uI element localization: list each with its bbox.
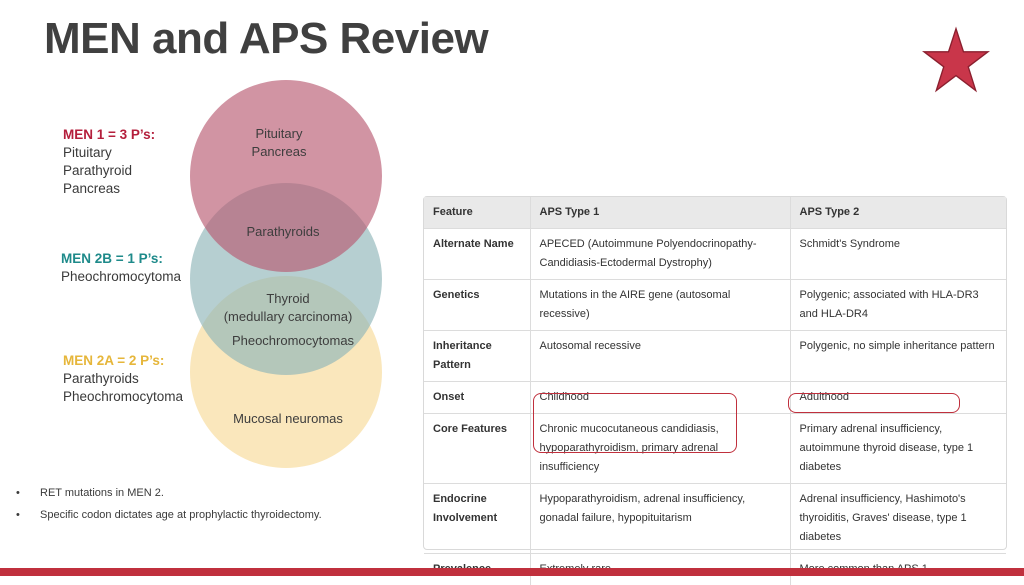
bullet-item: • Specific codon dictates age at prophylactic thyroidectomy. bbox=[16, 509, 322, 521]
table-cell-aps1: Autosomal recessive bbox=[530, 331, 790, 382]
venn-circle-men1 bbox=[190, 80, 382, 272]
venn-label-pituitary: Pituitary bbox=[256, 126, 303, 141]
table-row bbox=[424, 280, 1006, 331]
table-cell-aps2: Primary adrenal insufficiency, autoimmune thyroid disease, type 1 diabetes bbox=[790, 414, 1006, 484]
table-cell-aps2: Schmidt's Syndrome bbox=[790, 229, 1006, 280]
table-row bbox=[424, 331, 1006, 382]
bullet-item: • RET mutations in MEN 2. bbox=[16, 487, 322, 499]
men1-item: Pituitary bbox=[63, 144, 155, 162]
venn-label-parathyroids: Parathyroids bbox=[247, 224, 320, 239]
men2a-block bbox=[63, 352, 183, 406]
bullet-list bbox=[16, 487, 322, 531]
venn-label-thyroid: Thyroid bbox=[266, 291, 309, 306]
table-cell-aps1: Mutations in the AIRE gene (autosomal recessive) bbox=[530, 280, 790, 331]
star-icon bbox=[922, 27, 990, 93]
table-cell-aps1: Chronic mucocutaneous candidiasis, hypoparathyroidism, primary adrenal insufficiency bbox=[530, 414, 790, 484]
venn-label-mucosal-neuromas: Mucosal neuromas bbox=[233, 411, 343, 426]
slide-title: MEN and APS Review bbox=[44, 14, 488, 64]
men1-item: Pancreas bbox=[63, 180, 155, 198]
table-cell-aps2: Adrenal insufficiency, Hashimoto's thyroiditis, Graves' disease, type 1 diabetes bbox=[790, 484, 1006, 554]
table-cell-feature: Genetics bbox=[424, 280, 530, 331]
men2a-item: Parathyroids bbox=[63, 370, 183, 388]
table-cell-feature: Endocrine Involvement bbox=[424, 484, 530, 554]
table-cell-aps1: APECED (Autoimmune Polyendocrinopathy-Candidiasis-Ectodermal Dystrophy) bbox=[530, 229, 790, 280]
table-cell-aps1: Hypoparathyroidism, adrenal insufficiency, gonadal failure, hypopituitarism bbox=[530, 484, 790, 554]
table-header: APS Type 2 bbox=[790, 197, 1006, 229]
venn-diagram bbox=[0, 0, 420, 490]
men1-block bbox=[63, 126, 155, 198]
table-row bbox=[424, 484, 1006, 554]
men1-item: Parathyroid bbox=[63, 162, 155, 180]
men2a-heading: MEN 2A = 2 P’s: bbox=[63, 352, 183, 370]
venn-label-pancreas: Pancreas bbox=[252, 144, 307, 159]
table-cell-aps2: Polygenic; associated with HLA-DR3 and HLA-DR4 bbox=[790, 280, 1006, 331]
table-header-row bbox=[424, 197, 1006, 229]
highlight-aps1-core-features bbox=[533, 393, 737, 453]
table-cell-feature: Core Features bbox=[424, 414, 530, 484]
men2b-item: Pheochromocytoma bbox=[61, 268, 181, 286]
table-row bbox=[424, 229, 1006, 280]
men2b-heading: MEN 2B = 1 P’s: bbox=[61, 250, 181, 268]
table-cell-aps1: Childhood bbox=[530, 382, 790, 414]
table-header: APS Type 1 bbox=[530, 197, 790, 229]
venn-label-pheochromocytomas: Pheochromocytomas bbox=[232, 333, 355, 348]
table-cell-feature: Alternate Name bbox=[424, 229, 530, 280]
table-cell-aps2: Polygenic, no simple inheritance pattern bbox=[790, 331, 1006, 382]
bottom-accent-bar bbox=[0, 568, 1024, 576]
aps-comparison-table bbox=[423, 196, 1007, 550]
men2b-block bbox=[61, 250, 181, 286]
table-cell-feature: Onset bbox=[424, 382, 530, 414]
table-cell-feature: Inheritance Pattern bbox=[424, 331, 530, 382]
men2a-item: Pheochromocytoma bbox=[63, 388, 183, 406]
men1-heading: MEN 1 = 3 P’s: bbox=[63, 126, 155, 144]
venn-label-medullary: (medullary carcinoma) bbox=[224, 309, 353, 324]
highlight-aps2-core-features bbox=[788, 393, 960, 413]
table-header: Feature bbox=[424, 197, 530, 229]
table-cell-aps2: Adulthood bbox=[790, 382, 1006, 414]
